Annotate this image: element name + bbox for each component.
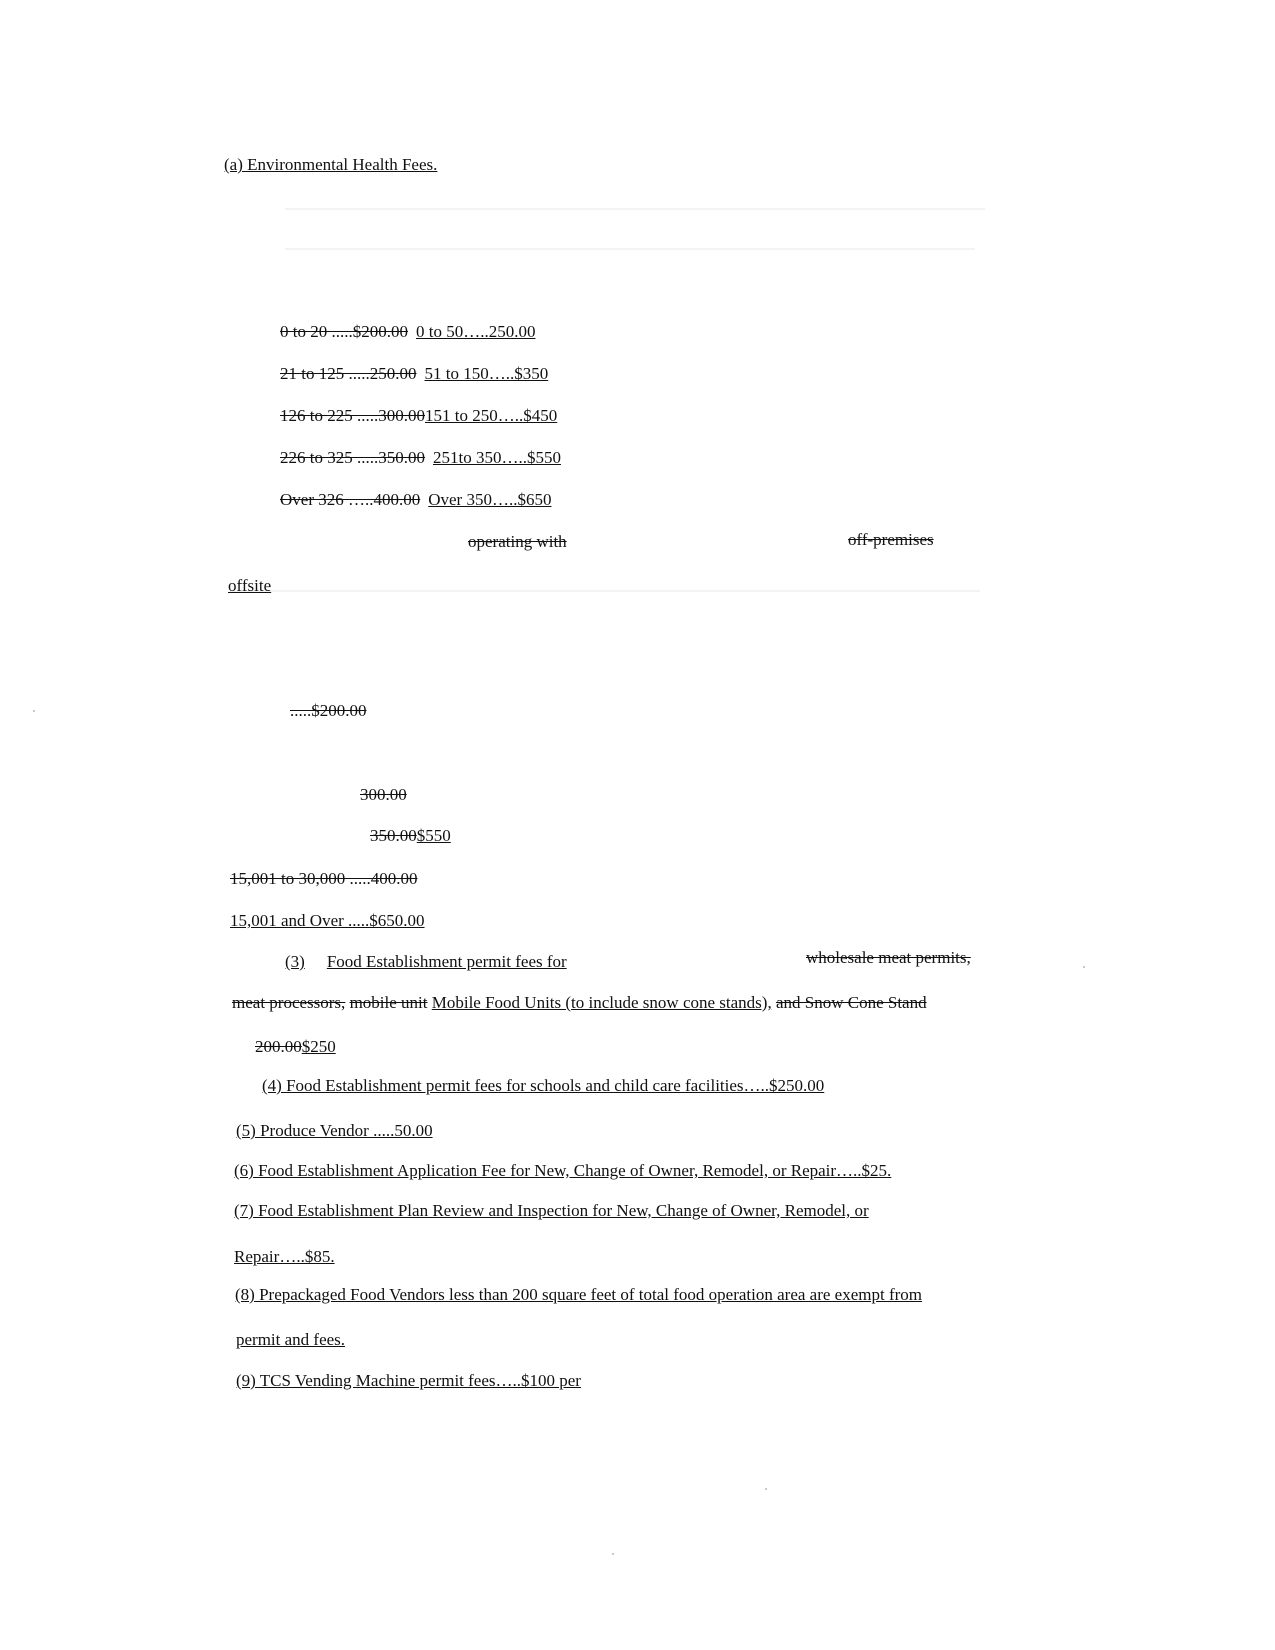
fee-row bbox=[280, 490, 551, 510]
fee-row-old: 21 to 125 .....250.00 bbox=[280, 364, 417, 383]
item-3-strike-snowcone: and Snow Cone Stand bbox=[775, 993, 927, 1012]
faint-scan-line bbox=[230, 590, 980, 592]
faint-scan-line bbox=[285, 248, 975, 250]
fee-row-new: 151 to 250…..$450 bbox=[424, 406, 558, 425]
item-3-line2 bbox=[232, 993, 927, 1013]
item-5: (5) Produce Vendor .....50.00 bbox=[236, 1121, 433, 1140]
fee-strike-200: .....$200.00 bbox=[290, 701, 367, 720]
fee-row-old: Over 326 …..400.00 bbox=[280, 490, 421, 509]
fee-row-old: 226 to 325 .....350.00 bbox=[280, 448, 425, 467]
fee-row-new: Over 350…..$650 bbox=[428, 490, 552, 509]
item-8-line1: (8) Prepackaged Food Vendors less than 200 square feet of total food operation area are exempt from bbox=[235, 1285, 923, 1304]
fee-old: 350.00 bbox=[370, 826, 417, 845]
fee-row bbox=[280, 448, 561, 468]
item-9: (9) TCS Vending Machine permit fees…..$100 per bbox=[236, 1371, 581, 1390]
fee-row-old: 126 to 225 .....300.00 bbox=[280, 406, 425, 425]
scan-speck bbox=[612, 1553, 614, 1555]
scan-speck bbox=[1083, 966, 1085, 968]
item-6: (6) Food Establishment Application Fee for New, Change of Owner, Remodel, or Repair…..$25. bbox=[234, 1161, 892, 1180]
item-3-strike-meat: meat processors, bbox=[232, 993, 346, 1012]
fee-row-new: 0 to 50…..250.00 bbox=[415, 322, 536, 341]
item-7-line2: Repair…..$85. bbox=[234, 1247, 335, 1266]
item-3-fee-old: 200.00 bbox=[255, 1037, 302, 1056]
fee-row bbox=[280, 364, 548, 384]
item-3-text: Food Establishment permit fees for bbox=[326, 952, 567, 971]
item-7-line1: (7) Food Establishment Plan Review and Inspection for New, Change of Owner, Remodel, or bbox=[234, 1201, 869, 1220]
strike-operating-with: operating with bbox=[468, 532, 567, 551]
item-3-strike-mobile: mobile unit bbox=[349, 993, 428, 1012]
fee-row-old: 0 to 20 .....$200.00 bbox=[280, 322, 408, 341]
scan-speck bbox=[765, 1488, 767, 1490]
item-9-line bbox=[236, 1371, 617, 1391]
faint-scan-line bbox=[285, 208, 985, 210]
item-3-line1 bbox=[285, 952, 567, 972]
fee-row-new-15001: 15,001 and Over .....$650.00 bbox=[230, 911, 425, 930]
item-8-line2: permit and fees. bbox=[236, 1330, 346, 1349]
item-3-fee bbox=[255, 1037, 336, 1057]
fee-row bbox=[280, 406, 557, 426]
fee-row-old-15001: 15,001 to 30,000 .....400.00 bbox=[230, 869, 418, 888]
scan-speck bbox=[33, 710, 35, 712]
item-4: (4) Food Establishment permit fees for schools and child care facilities…..$250.00 bbox=[262, 1076, 825, 1095]
inserted-offsite: offsite bbox=[228, 576, 272, 595]
fee-row-new: 251to 350…..$550 bbox=[432, 448, 561, 467]
item-3-fee-new: $250 bbox=[301, 1037, 336, 1056]
fee-new: $550 bbox=[416, 826, 451, 845]
section-heading: (a) Environmental Health Fees. bbox=[224, 155, 438, 174]
fee-row-350 bbox=[370, 826, 451, 846]
strike-off-premises: off-premises bbox=[848, 530, 934, 549]
fee-row-new: 51 to 150…..$350 bbox=[424, 364, 549, 383]
item-3-lead: (3) bbox=[285, 952, 305, 971]
fee-strike-300: 300.00 bbox=[360, 785, 407, 804]
fee-row bbox=[280, 322, 535, 342]
item-3-new-text: Mobile Food Units (to include snow cone stands), bbox=[431, 993, 772, 1012]
item-3-strike-wholesale: wholesale meat permits, bbox=[806, 948, 971, 967]
